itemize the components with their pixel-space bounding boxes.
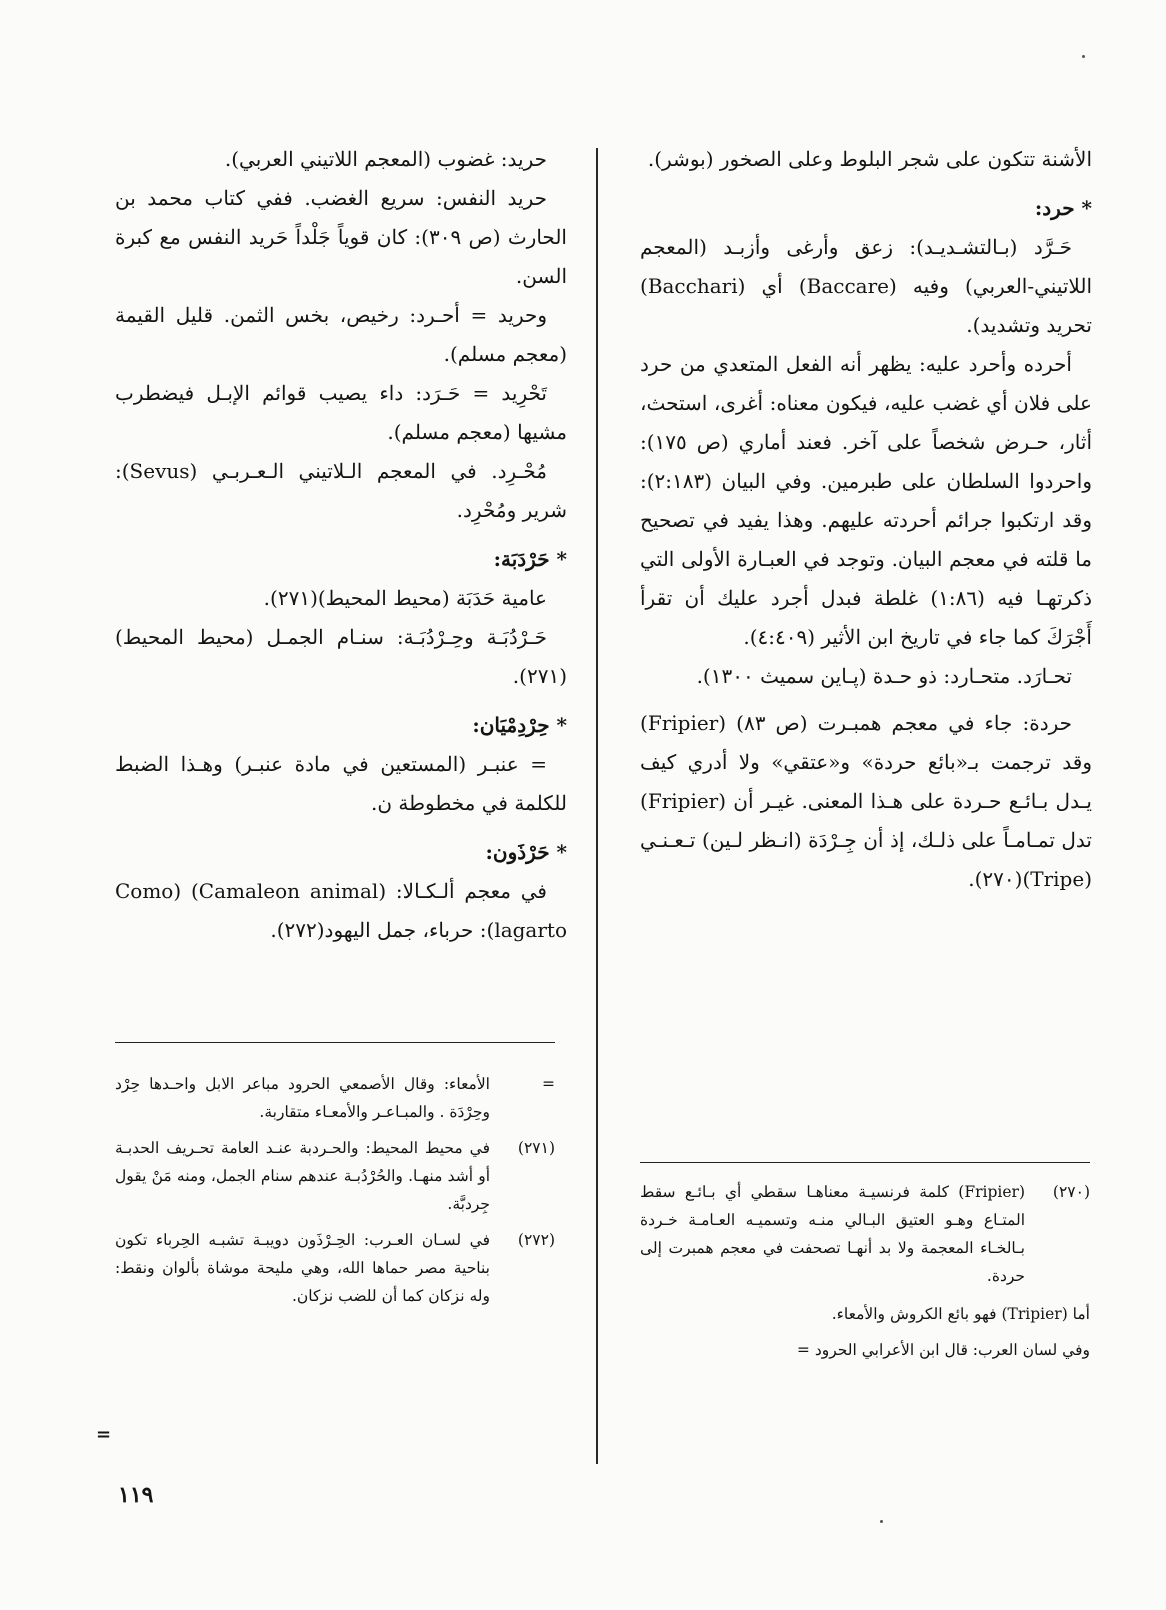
scan-speck: [1082, 55, 1085, 58]
entry-heading: * حَرْدَبَة:: [493, 547, 567, 571]
footnote-text: في لسـان العـرب: الحِـرْذَون دويبـة تشبـه الحِرباء تكون بناحية مصر حماها الله، وهي مليحة موشاة بألوان ونقط: وله نزكان كما أن للضب نزكان.: [115, 1231, 490, 1305]
right-text-column: [640, 140, 1092, 899]
footnote-extra-line: وفي لسان العرب: قال ابن الأعرابي الحرود =: [796, 1341, 1090, 1359]
paragraph: حريد: غضوب (المعجم اللاتيني العربي).: [224, 147, 547, 171]
paragraph: مُحْـرِد. في المعجم الـلاتيني الـعـربـي (Sevus): شرير ومُحْرِد.: [115, 459, 567, 522]
paragraph: في معجم ألـكـالا: (Camaleon animal) (Como lagarto): حرباء، جمل اليهود(٢٧٢).: [115, 879, 567, 942]
page-number: ١١٩: [118, 1482, 154, 1508]
entry-heading: * حِرْدِمْيَان:: [472, 713, 567, 737]
paragraph: حَـرْدُبَـة وحِـرْدُبَـة: سنـام الجمـل (محيط المحيط)(٢٧١).: [115, 625, 567, 688]
continuation-mark: =: [96, 1424, 112, 1445]
left-text-column: [115, 140, 567, 950]
footnote: [115, 1226, 555, 1310]
paragraph: تحـارَد. متحـارد: ذو حـدة (پـاين سميث ١٣٠٠).: [696, 664, 1072, 688]
paragraph: أحرده وأحرد عليه: يظهر أنه الفعل المتعدي من حرد على فلان أي غضب عليه، فيكون معناه: أغرى، استحث، أثار، حـرض شخصاً على آخر. فعند أماري (ص ١٧٥): واحردوا السلطان على طبرمين. وفي البيان (٢:١٨٣): وقد ارتكبوا جرائم أحردته عليهم. وهذا يفيد في تصحيح ما قلته في معجم البيان. وتوجد في العبـارة الأولى التي ذكرتهـا فيه (١:٨٦) غلطة فبدل أجرد عليك أن تقرأ أَجْرَكَ كما جاء في تاريخ ابن الأثير (٤:٤٠٩).: [640, 352, 1092, 649]
footnote-continuation: [115, 1070, 555, 1126]
paragraph: عامية حَدَبَة (محيط المحيط)(٢٧١).: [263, 586, 547, 610]
paragraph: حَـرَّد (بـالتشـديـد): زعق وأرغى وأزبـد (المعجم اللاتيني-العربي) وفيه (Baccare) أي (Bacchari) تحريد وتشديد).: [640, 235, 1092, 337]
right-footnotes: [640, 1178, 1090, 1372]
paragraph: حردة: جاء في معجم همبـرت (ص ٨٣) (Fripier) وقد ترجمت بـ«بائع حردة» و«عتقي» ولا أدري كيف يـدل بـائـع حـردة على هـذا المعنى. غيـر أن (Fripier) تدل تمـامـاً على ذلـك، إذ أن جِـرْدَة (انـظر لـين) تـعـنـي (Tripe)(٢٧٠).: [640, 711, 1092, 891]
entry-heading: * حرد:: [1034, 196, 1092, 220]
paragraph: وحريد = أحـرد: رخيص، بخس الثمن. قليل القيمة (معجم مسلم).: [115, 303, 567, 366]
footnote: [640, 1178, 1090, 1290]
paragraph: = عنبـر (المستعين في مادة عنبـر) وهـذا الضبط للكلمة في مخطوطة ن.: [115, 752, 567, 815]
footnote-text: الأمعاء: وقال الأصمعي الحرود مباعر الابل واحـدها حِرْد وحِرْدَة . والمبـاعـر والأمعـاء متقاربة.: [115, 1075, 490, 1121]
footnote-number: =: [542, 1075, 555, 1093]
footnote-number: (٢٧١): [517, 1139, 555, 1157]
footnote-number: (٢٧٢): [517, 1231, 555, 1249]
entry-heading: * حَرْذَون:: [485, 840, 567, 864]
paragraph: تَحْرِيد = حَـرَد: داء يصيب قوائم الإبـل فيضطرب مشيها (معجم مسلم).: [115, 381, 567, 444]
scan-speck: [880, 1520, 883, 1523]
column-divider: [596, 148, 598, 1464]
left-footnotes: [115, 1070, 555, 1318]
footnote-number: (٢٧٠): [1052, 1183, 1090, 1201]
footnote-text: في محيط المحيط: والحـردبة عنـد العامة تحـريف الحدبـة أو أشد منهـا. والحُرْدُبـة عندهم سنام الجمل، ومنه مَنْ يقول جِردبَّة.: [115, 1139, 490, 1213]
footnote-text: (Fripier) كلمة فرنسيـة معناهـا سقطي أي بـائـع سقط المتـاع وهـو العتيق البـالي منـه وتسميـه العـامـة خـردة بـالخـاء المعجمة ولا بد أنهـا تصحفت في معجم همبرت إلى حردة.: [640, 1183, 1025, 1285]
paragraph: حريد النفس: سريع الغضب. ففي كتاب محمد بن الحارث (ص ٣٠٩): كان قوياً جَلْداً حَريد النفس مع كبرة السن.: [115, 186, 567, 288]
paragraph: الأشنة تتكون على شجر البلوط وعلى الصخور (بوشر).: [647, 147, 1092, 171]
footnote-extra-line: أما (Tripier) فهو بائع الكروش والأمعاء.: [831, 1305, 1090, 1323]
footnote-rule: [115, 1042, 555, 1043]
footnote: [115, 1134, 555, 1218]
footnote-rule: [640, 1162, 1090, 1163]
